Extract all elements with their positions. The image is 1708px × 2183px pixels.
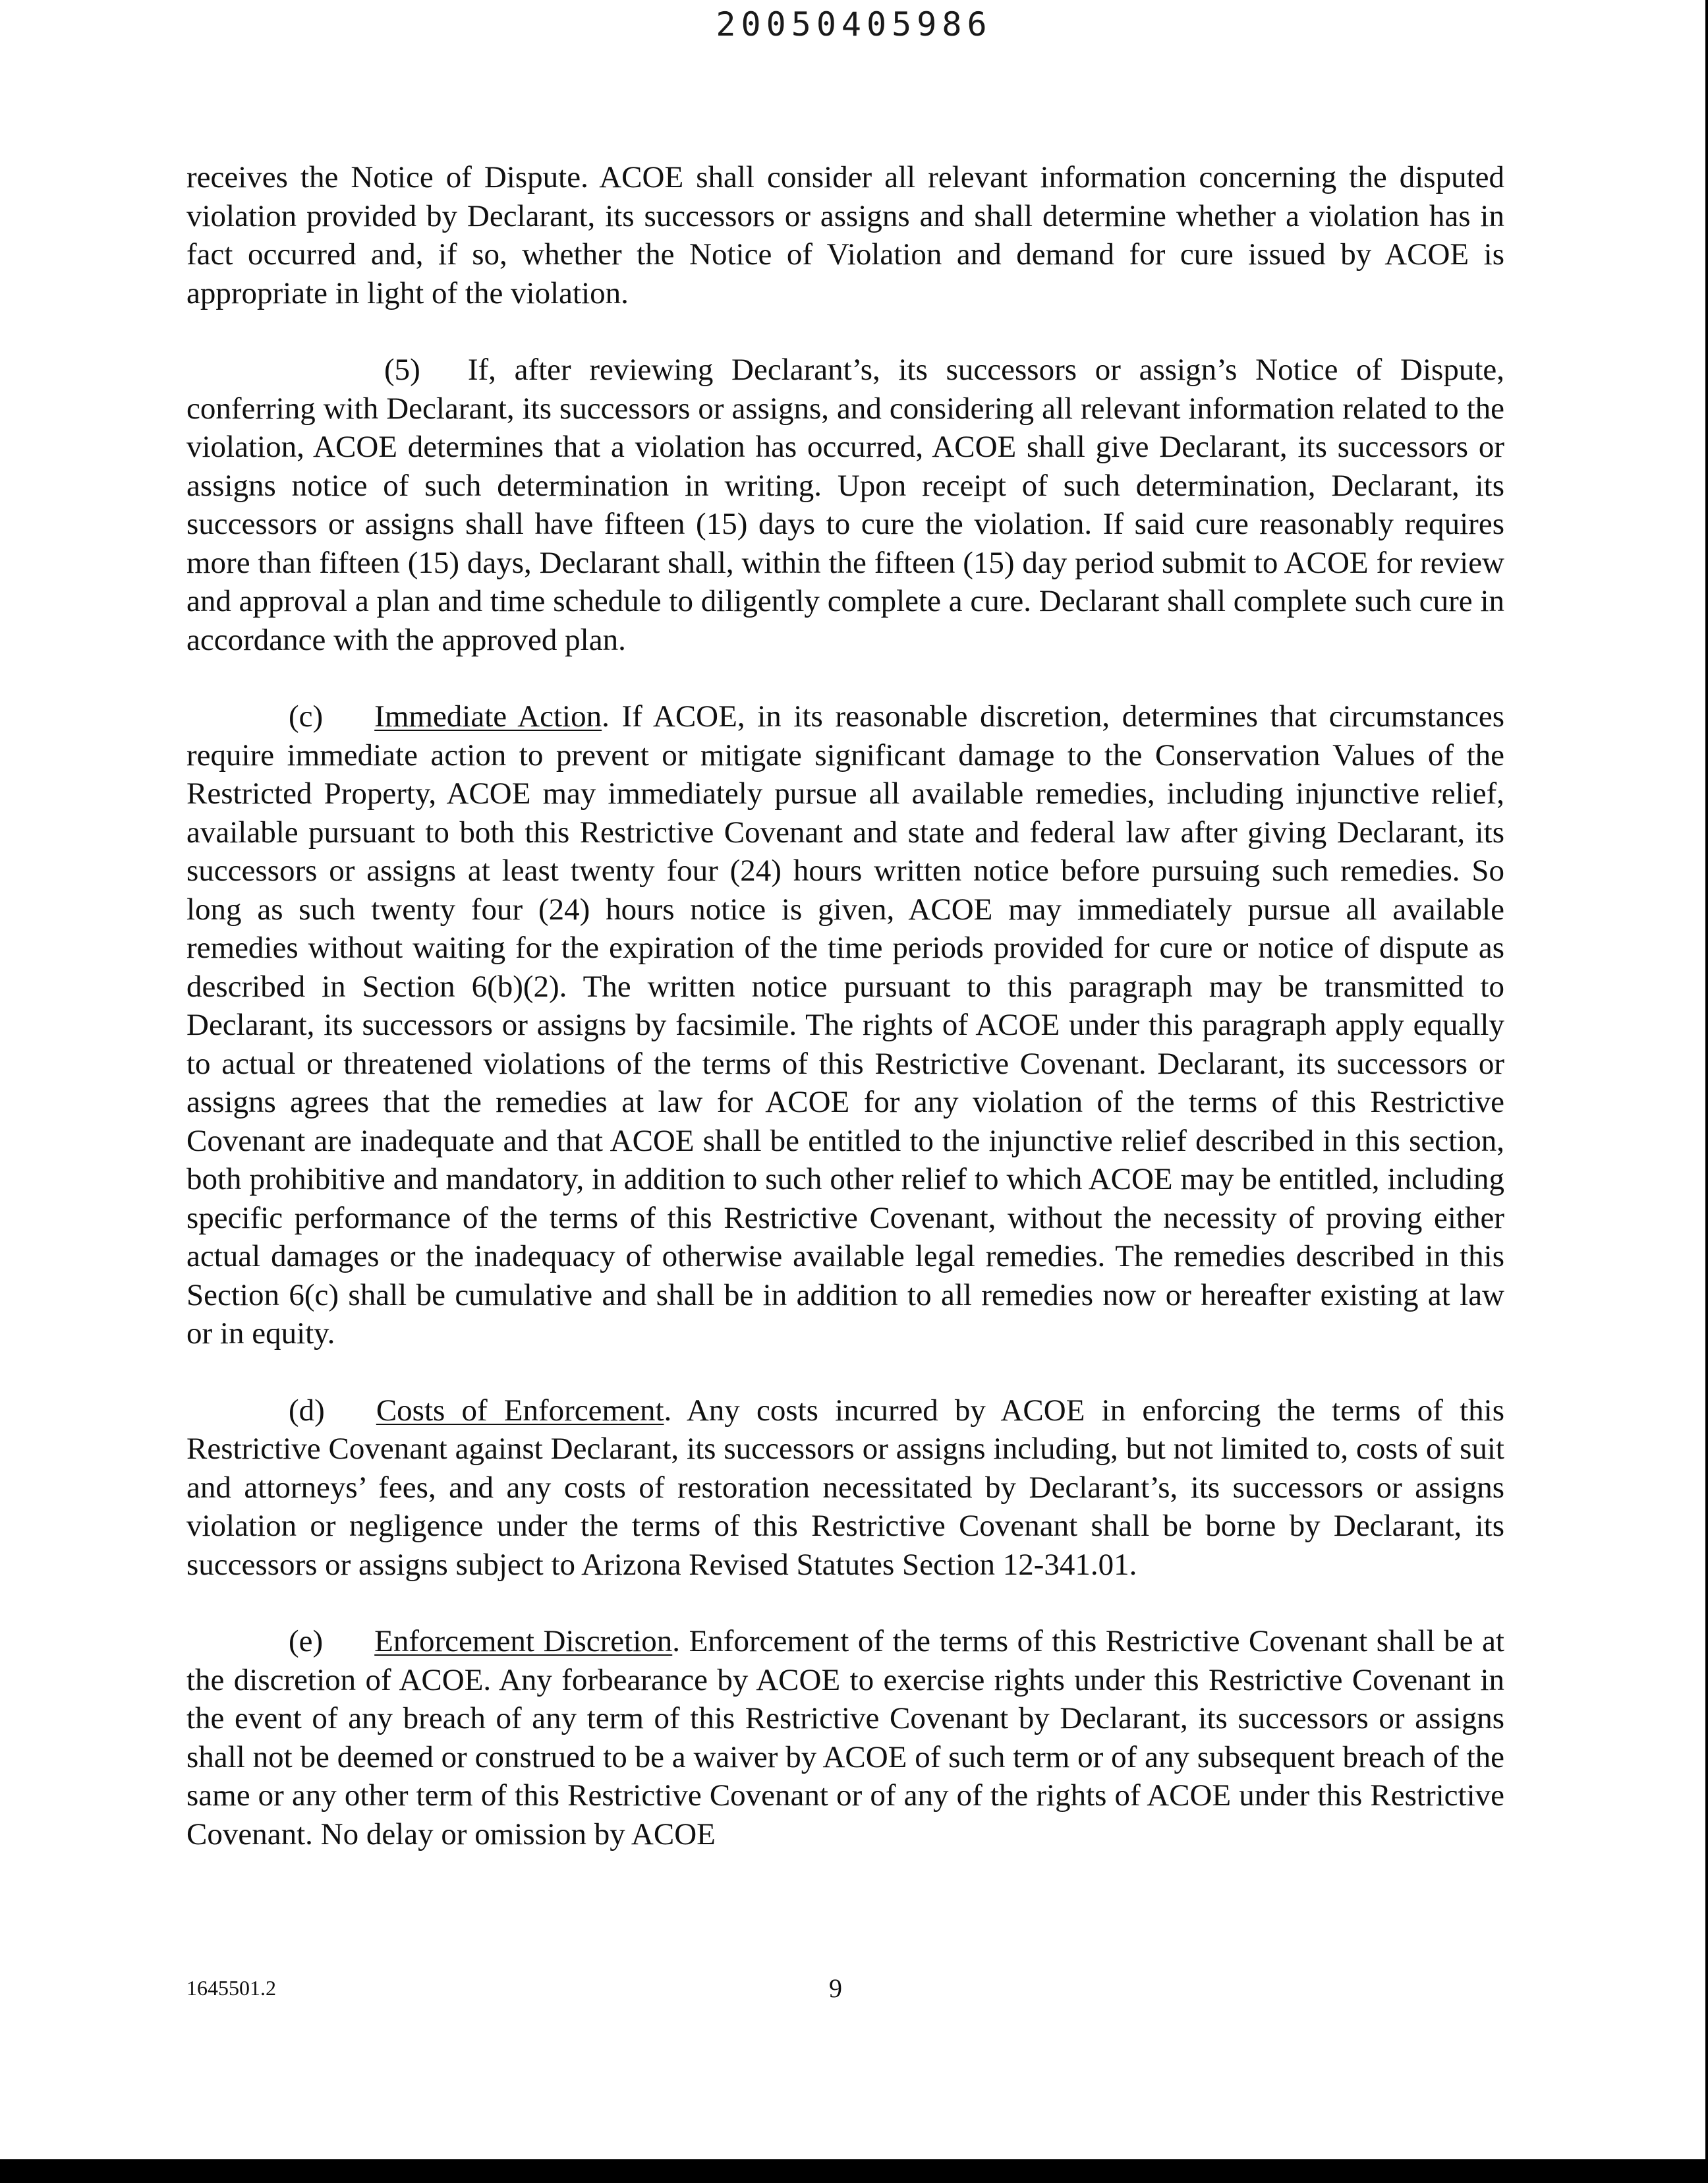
footer-page-number: 9 <box>829 1973 842 2003</box>
paragraph-text: . Enforcement of the terms of this Restrictive Covenant shall be at the discretion of ACOE. Any forbearance by ACOE to exercise rights under this Restrictive Covenant in the event of any breach of any term of this Restrictive Covenant by Declarant, its successors or assigns shall not be deemed or construed to be a waiver by ACOE of such term or of any subsequent breach of the same or any other term of this Restrictive Covenant or of any of the rights of ACOE under this Restrictive Covenant. No delay or omission by ACOE <box>186 1624 1504 1851</box>
item-number: (e) <box>289 1624 324 1658</box>
paragraph-e-enforcement-discretion <box>186 1622 1504 1853</box>
paragraph-text: . If ACOE, in its reasonable discretion, determines that circumstances require immediate action to prevent or mitigate significant damage to the Conservation Values of the Restricted Property, ACOE may immediately pursue all available remedies, including injunctive relief, available pursuant to both this Restrictive Covenant and state and federal law after giving Declarant, its successors or assigns at least twenty four (24) hours written notice before pursuing such remedies. So long as such twenty four (24) hours notice is given, ACOE may immediately pursue all available remedies without waiting for the expiration of the time periods provided for cure or notice of dispute as described in Section 6(b)(2). The written notice pursuant to this paragraph may be transmitted to Declarant, its successors or assigns by facsimile. The rights of ACOE under this paragraph apply equally to actual or threatened violations of the terms of this Restrictive Covenant. Declarant, its successors or assigns agrees that the remedies at law for ACOE for any violation of the terms of this Restrictive Covenant are inadequate and that ACOE shall be entitled to the injunctive relief described in this section, both prohibitive and mandatory, in addition to such other relief to which ACOE may be entitled, including specific performance of the terms of this Restrictive Covenant, without the necessity of proving either actual damages or the inadequacy of otherwise available legal remedies. The remedies described in this Section 6(c) shall be cumulative and shall be in addition to all remedies now or hereafter existing at law or in equity. <box>186 699 1504 1351</box>
footer-document-id: 1645501.2 <box>186 1976 276 2000</box>
item-number: (d) <box>289 1393 325 1428</box>
scan-edge-bottom <box>0 2159 1708 2183</box>
paragraph-d-costs-of-enforcement <box>186 1391 1504 1585</box>
paragraph-text: receives the Notice of Dispute. ACOE shall consider all relevant information concerning the disputed violation provided by Declarant, its successors or assigns and shall determine whether a violation has in fact occurred and, if so, whether the Notice of Violation and demand for cure issued by ACOE is appropriate in light of the violation. <box>186 160 1504 310</box>
document-body <box>186 158 1504 1853</box>
item-number: (5) <box>384 353 420 387</box>
document-number-header: 20050405986 <box>716 5 992 44</box>
section-heading: Costs of Enforcement <box>376 1393 664 1428</box>
scan-edge-right <box>1705 0 1708 2183</box>
section-heading: Enforcement Discretion <box>374 1624 673 1658</box>
paragraph-5-violation-determination <box>186 351 1504 659</box>
paragraph-text: . Any costs incurred by ACOE in enforcing the terms of this Restrictive Covenant against Declarant, its successors or assigns including, but not limited to, costs of suit and attorneys’ fees, and any costs of restoration necessitated by Declarant’s, its successors or assigns violation or negligence under the terms of this Restrictive Covenant shall be borne by Declarant, its successors or assigns subject to Arizona Revised Statutes Section 12-341.01. <box>186 1393 1504 1582</box>
section-heading: Immediate Action <box>374 699 602 734</box>
paragraph-dispute-review <box>186 158 1504 312</box>
item-number: (c) <box>289 699 324 734</box>
paragraph-c-immediate-action <box>186 697 1504 1353</box>
paragraph-text: If, after reviewing Declarant’s, its successors or assign’s Notice of Dispute, conferring with Declarant, its successors or assigns, and considering all relevant information related to the violation, ACOE determines that a violation has occurred, ACOE shall give Declarant, its successors or assigns notice of such determination in writing. Upon receipt of such determination, Declarant, its successors or assigns shall have fifteen (15) days to cure the violation. If said cure reasonably requires more than fifteen (15) days, Declarant shall, within the fifteen (15) day period submit to ACOE for review and approval a plan and time schedule to diligently complete a cure. Declarant shall complete such cure in accordance with the approved plan. <box>186 353 1504 657</box>
